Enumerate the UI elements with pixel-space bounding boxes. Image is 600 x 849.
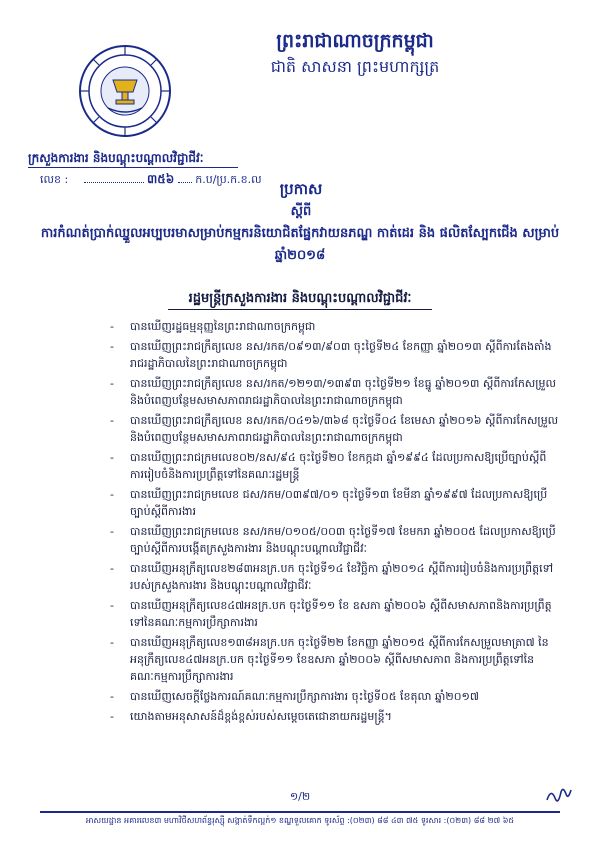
footer-address: អាសយដ្ឋាន អគារលេខ៣ មហាវិថីសហព័ន្ធរុស្ស៊ី សង្កាត់ទឹកល្អក់១ ខណ្ឌទួលគោក ទូរស័ព្ទ :(០២៣) ៨៨ ៤៣ ៧៥ ទូរសារ :(០២៣) ៨៨ ២៧ ៦៥ xyxy=(85,816,515,825)
list-item: - បានឃើញព្រះរាជក្រឹត្យលេខ នស/រកត/១២១៣/១៣៩៣ ចុះថ្ងៃទី២១ ខែធ្នូ ឆ្នាំ២០១៣ ស្តីពីការកែសម្រួល និងបំពេញបន្ថែមសមាសភាពរាជរដ្ឋាភិបាលនៃព្រះរាជាណាចក្រកម្ពុជា xyxy=(110,377,557,407)
recital-text: បានឃើញព្រះរាជក្រមលេខ០២/នស/៩៤ ចុះថ្ងៃទី២០ ខែកក្កដា ឆ្នាំ១៩៩៤ ដែលប្រកាសឱ្យប្រើច្បាប់ស្តីពីការរៀបចំនិងការប្រព្រឹត្តទៅនៃគណៈរដ្ឋមន្ត្រី xyxy=(130,451,547,481)
document-subject: ការកំណត់ប្រាក់ឈ្នួលអប្បបរមាសម្រាប់កម្មករនិយោជិតផ្នែកវាយនភណ្ឌ កាត់ដេរ និង ផលិតស្បែកជើង សម្រាប់ឆ្នាំ២០១៨ xyxy=(40,226,560,263)
signature-initials-icon xyxy=(544,784,574,806)
list-item: - បានឃើញព្រះរាជក្រឹត្យលេខ នស/រកត/០៩១៣/៩០៣ ចុះថ្ងៃទី២៤ ខែកញ្ញា ឆ្នាំ២០១៣ ស្តីពីការតែងតាំងរាជរដ្ឋាភិបាលនៃព្រះរាជាណាចក្រកម្ពុជា xyxy=(110,340,552,370)
issuer-underline xyxy=(168,309,432,310)
recital-text: បានឃើញសេចក្តីថ្លែងការណ៍គណៈកម្មការប្រឹក្សាការងារ ចុះថ្ងៃទី០៥ ខែតុលា ឆ្នាំ២០១៧ xyxy=(130,690,479,703)
issuing-ministry: ក្រសួងការងារ និងបណ្តុះបណ្តាលវិជ្ជាជីវៈ xyxy=(28,151,204,165)
recital-text: បានឃើញព្រះរាជក្រមលេខ នស/រកម/០១០៥/០០៣ ចុះថ្ងៃទី១៧ ខែមករា ឆ្នាំ២០០៥ ដែលប្រកាសឱ្យប្រើច្បាប់ស្តីពីការបង្កើតក្រសួងការងារ និងបណ្តុះបណ្តាលវិជ្ជាជីវៈ xyxy=(130,525,556,555)
recital-text: បានឃើញរដ្ឋធម្មនុញ្ញនៃព្រះរាជាណាចក្រកម្ពុជា xyxy=(130,320,316,333)
list-item: - បានឃើញអនុក្រឹត្យលេខ២៨៣អនក្រ.បក ចុះថ្ងៃទី១៤ ខែវិច្ឆិកា ឆ្នាំ២០១៤ ស្តីពីការរៀបចំនិងការប្រព្រឹត្តទៅរបស់ក្រសួងការងារ និងបណ្តុះបណ្តាលវិជ្ជាជីវៈ xyxy=(110,562,554,592)
list-item: - បានឃើញព្រះរាជក្រមលេខ ជស/រកម/០៣៩៧/០១ ចុះថ្ងៃទី១៣ ខែមីនា ឆ្នាំ១៩៩៧ ដែលប្រកាសឱ្យប្រើច្បាប់ស្តីពីការងារ xyxy=(110,488,548,518)
reference-number: ៣៥៦ xyxy=(147,172,175,186)
national-motto: ជាតិ សាសនា ព្រះមហាក្សត្រ xyxy=(270,57,440,76)
recitals-list xyxy=(110,318,560,728)
list-item: - យោងតាមអនុសាសន៍ដ៏ខ្ពង់ខ្ពស់របស់សម្តេចតេជោនាយករដ្ឋមន្ត្រី។ xyxy=(110,710,392,723)
issuer-heading: រដ្ឋមន្ត្រីក្រសួងការងារ និងបណ្តុះបណ្តាលវិជ្ជាជីវៈ xyxy=(188,291,412,306)
list-item: - បានឃើញរដ្ឋធម្មនុញ្ញនៃព្រះរាជាណាចក្រកម្ពុជា xyxy=(110,320,316,333)
ministry-seal-icon xyxy=(78,44,172,138)
reference-dots-2 xyxy=(178,170,192,183)
list-item: - បានឃើញព្រះរាជក្រឹត្យលេខ នស/រកត/០៤១៦/៣៦៨ ចុះថ្ងៃទី០៤ ខែមេសា ឆ្នាំ២០១៦ ស្តីពីការកែសម្រួល និងបំពេញបន្ថែមសមាសភាពរាជរដ្ឋាភិបាលនៃព្រះរាជាណាចក្រកម្ពុជា xyxy=(110,414,559,444)
recital-text: យោងតាមអនុសាសន៍ដ៏ខ្ពង់ខ្ពស់របស់សម្តេចតេជោនាយករដ្ឋមន្ត្រី។ xyxy=(130,710,392,723)
page-number: ១/២ xyxy=(289,790,311,803)
ministry-underline xyxy=(28,167,238,168)
list-item: - បានឃើញអនុក្រឹត្យលេខ៤៧អនក្រ.បក ចុះថ្ងៃទី១១ ខែ ឧសភា ឆ្នាំ២០០៦ ស្តីពីសមាសភាពនិងការប្រព្រឹត្តទៅនៃគណៈកម្មការប្រឹក្សាការងារ xyxy=(110,599,552,629)
recital-text: បានឃើញព្រះរាជក្រឹត្យលេខ នស/រកត/០៩១៣/៩០៣ ចុះថ្ងៃទី២៤ ខែកញ្ញា ឆ្នាំ២០១៣ ស្តីពីការតែងតាំងរាជរដ្ឋាភិបាលនៃព្រះរាជាណាចក្រកម្ពុជា xyxy=(130,340,552,370)
list-item: - បានឃើញអនុក្រឹត្យលេខ១៣៨អនក្រ.បក ចុះថ្ងៃទី២២ ខែកញ្ញា ឆ្នាំ២០១៥ ស្តីពីការកែសម្រួលមាត្រា៧ នៃអនុក្រឹត្យលេខ៤៧អនក្រ.បក ចុះថ្ងៃទី១១ ខែឧសភា ឆ្នាំ២០០៦ ស្តីពីសមាសភាព និងការប្រព្រឹត្តទៅនៃគណៈកម្មការប្រឹក្សាការងារ xyxy=(110,636,549,683)
recital-text: បានឃើញអនុក្រឹត្យលេខ៤៧អនក្រ.បក ចុះថ្ងៃទី១១ ខែ ឧសភា ឆ្នាំ២០០៦ ស្តីពីសមាសភាពនិងការប្រព្រឹត្តទៅនៃគណៈកម្មការប្រឹក្សាការងារ xyxy=(130,599,552,629)
list-item: - បានឃើញសេចក្តីថ្លែងការណ៍គណៈកម្មការប្រឹក្សាការងារ ចុះថ្ងៃទី០៥ ខែតុលា ឆ្នាំ២០១៧ xyxy=(110,690,479,703)
list-item: - បានឃើញព្រះរាជក្រមលេខ០២/នស/៩៤ ចុះថ្ងៃទី២០ ខែកក្កដា ឆ្នាំ១៩៩៤ ដែលប្រកាសឱ្យប្រើច្បាប់ស្តីពីការរៀបចំនិងការប្រព្រឹត្តទៅនៃគណៈរដ្ឋមន្ត្រី xyxy=(110,451,547,481)
about-label: ស្តីពី xyxy=(290,204,312,219)
recital-text: បានឃើញព្រះរាជក្រឹត្យលេខ នស/រកត/១២១៣/១៣៩៣ ចុះថ្ងៃទី២១ ខែធ្នូ ឆ្នាំ២០១៣ ស្តីពីការកែសម្រួល និងបំពេញបន្ថែមសមាសភាពរាជរដ្ឋាភិបាលនៃព្រះរាជាណាចក្រកម្ពុជា xyxy=(130,377,557,407)
reference-suffix: ក.ប/ប្រ.ក.ខ.ល xyxy=(195,173,262,186)
kingdom-heading: ព្រះរាជាណាចក្រកម្ពុជា xyxy=(276,30,434,52)
recital-text: បានឃើញព្រះរាជក្រឹត្យលេខ នស/រកត/០៤១៦/៣៦៨ ចុះថ្ងៃទី០៤ ខែមេសា ឆ្នាំ២០១៦ ស្តីពីការកែសម្រួល និងបំពេញបន្ថែមសមាសភាពរាជរដ្ឋាភិបាលនៃព្រះរាជាណាចក្រកម្ពុជា xyxy=(130,414,559,444)
recital-text: បានឃើញព្រះរាជក្រមលេខ ជស/រកម/០៣៩៧/០១ ចុះថ្ងៃទី១៣ ខែមីនា ឆ្នាំ១៩៩៧ ដែលប្រកាសឱ្យប្រើច្បាប់ស្តីពីការងារ xyxy=(130,488,548,518)
reference-dots xyxy=(84,170,144,183)
footer-divider xyxy=(40,811,560,813)
reference-label: លេខ : xyxy=(40,173,69,186)
list-item: - បានឃើញព្រះរាជក្រមលេខ នស/រកម/០១០៥/០០៣ ចុះថ្ងៃទី១៧ ខែមករា ឆ្នាំ២០០៥ ដែលប្រកាសឱ្យប្រើច្បាប់ស្តីពីការបង្កើតក្រសួងការងារ និងបណ្តុះបណ្តាលវិជ្ជាជីវៈ xyxy=(110,525,556,555)
recital-text: បានឃើញអនុក្រឹត្យលេខ១៣៨អនក្រ.បក ចុះថ្ងៃទី២២ ខែកញ្ញា ឆ្នាំ២០១៥ ស្តីពីការកែសម្រួលមាត្រា៧ នៃអនុក្រឹត្យលេខ៤៧អនក្រ.បក ចុះថ្ងៃទី១១ ខែឧសភា ឆ្នាំ២០០៦ ស្តីពីសមាសភាព និងការប្រព្រឹត្តទៅនៃគណៈកម្មការប្រឹក្សាការងារ xyxy=(130,636,549,683)
recital-text: បានឃើញអនុក្រឹត្យលេខ២៨៣អនក្រ.បក ចុះថ្ងៃទី១៤ ខែវិច្ឆិកា ឆ្នាំ២០១៤ ស្តីពីការរៀបចំនិងការប្រព្រឹត្តទៅរបស់ក្រសួងការងារ និងបណ្តុះបណ្តាលវិជ្ជាជីវៈ xyxy=(130,562,554,592)
document-type: ប្រកាស xyxy=(279,180,323,198)
